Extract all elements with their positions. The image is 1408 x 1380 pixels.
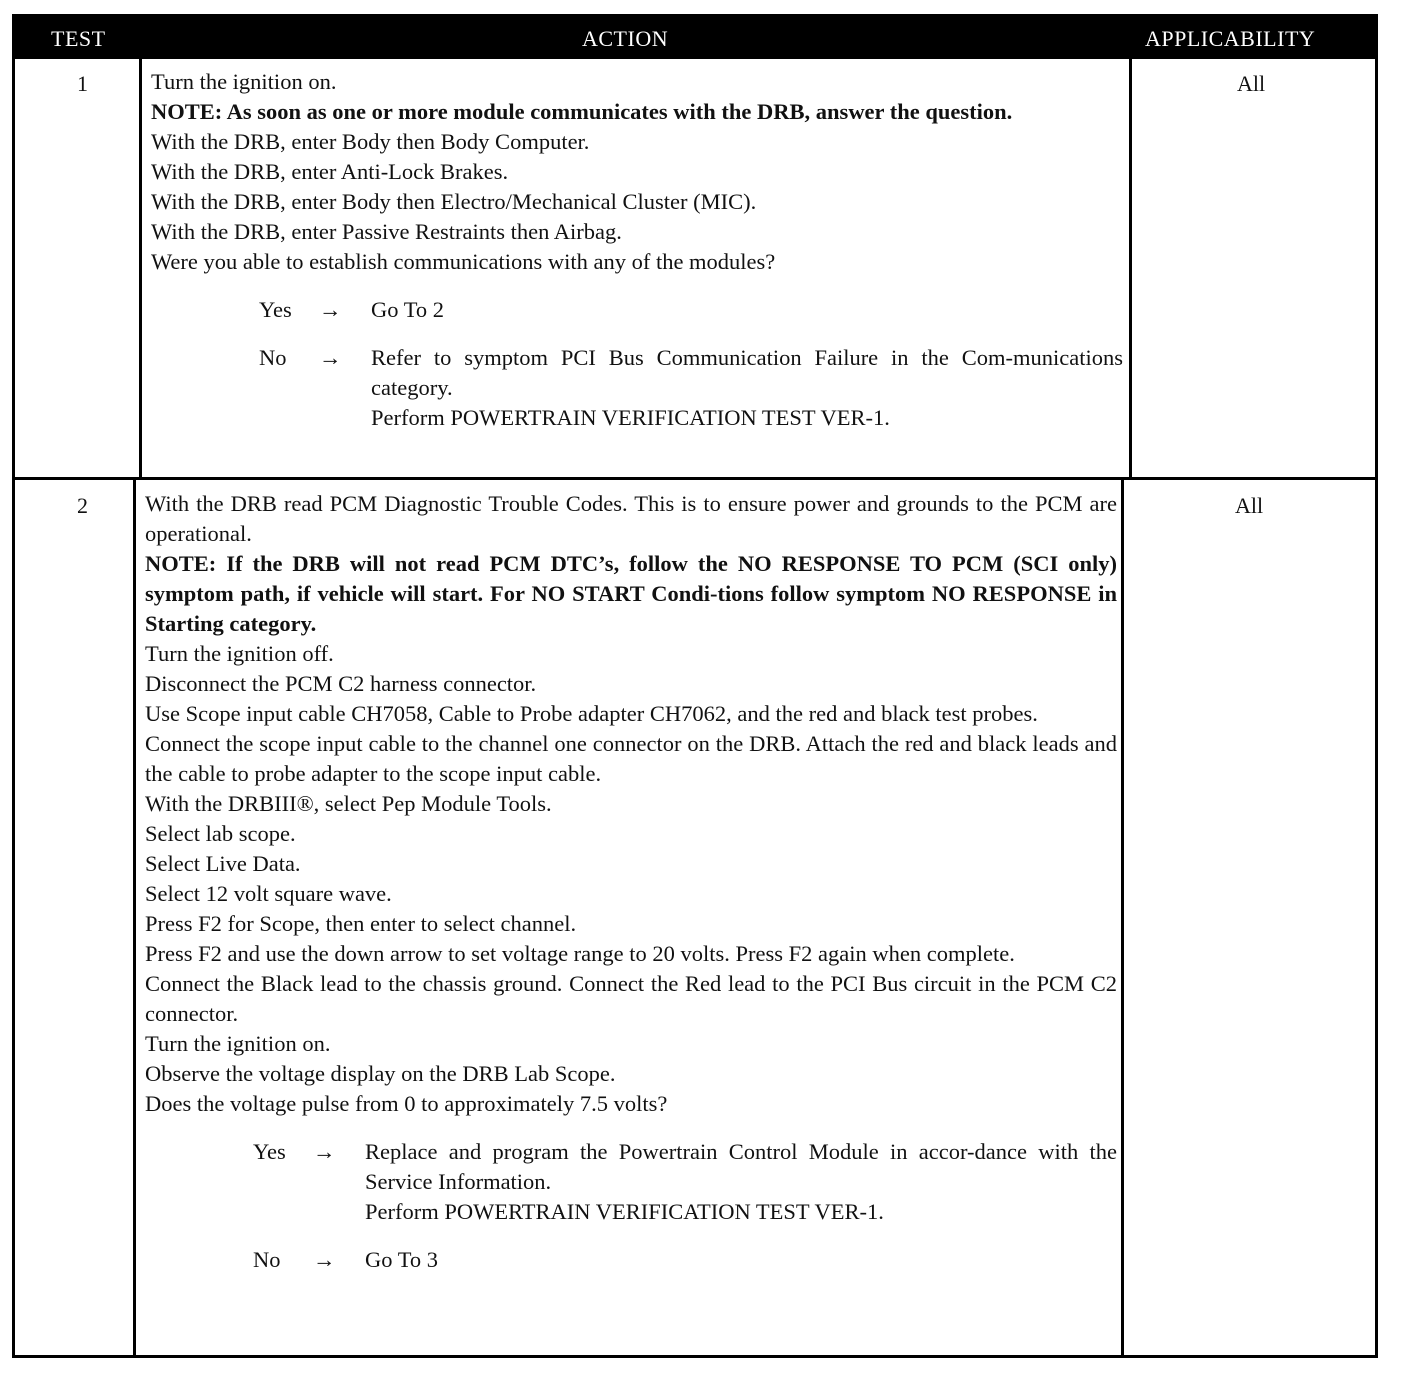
action-note: NOTE: As soon as one or more module communicates with the DRB, answer the question.: [151, 99, 1013, 124]
no-outcome-verification: Perform POWERTRAIN VERIFICATION TEST VER-1.: [371, 405, 890, 430]
action-step: Select Live Data.: [145, 851, 301, 876]
action-step: Select lab scope.: [145, 821, 296, 846]
action-block-1: [151, 67, 1123, 433]
action-step: Press F2 for Scope, then enter to select channel.: [145, 911, 577, 936]
action-step: With the DRB, enter Passive Restraints then Airbag.: [151, 219, 622, 244]
action-step: With the DRBIII®, select Pep Module Tools.: [145, 791, 552, 816]
action-step: With the DRB, enter Body then Body Computer.: [151, 129, 590, 154]
action-step: Use Scope input cable CH7058, Cable to Probe adapter CH7062, and the red and black test probes.: [145, 701, 1038, 726]
yes-branch-1: [151, 295, 1123, 325]
action-step: With the DRB, enter Anti-Lock Brakes.: [151, 159, 509, 184]
action-step: Turn the ignition on.: [145, 1031, 331, 1056]
yes-label: Yes: [253, 1139, 286, 1164]
action-note: NOTE: If the DRB will not read PCM DTC’s, follow the NO RESPONSE TO PCM (SCI only) symptom path, if vehicle will start. For NO START Condi-tions follow symptom NO RESPONSE in Starting category.: [145, 551, 1117, 636]
action-step: Turn the ignition off.: [145, 641, 334, 666]
action-step: With the DRB, enter Body then Electro/Mechanical Cluster (MIC).: [151, 189, 757, 214]
column-divider: [1129, 59, 1132, 479]
test-number-1: 1: [77, 71, 88, 96]
no-branch-1: [151, 343, 1123, 433]
action-step: With the DRB read PCM Diagnostic Trouble Codes. This is to ensure power and grounds to the PCM are operational.: [145, 491, 1117, 546]
action-step: Connect the scope input cable to the channel one connector on the DRB. Attach the red and black leads and the cable to probe adapter to the scope input cable.: [145, 731, 1117, 786]
action-question: Were you able to establish communications with any of the modules?: [151, 249, 776, 274]
test-number-2: 2: [77, 493, 88, 518]
column-divider: [139, 59, 142, 479]
header-applicability: APPLICABILITY: [1145, 26, 1316, 51]
arrow-right-icon: →: [313, 1247, 336, 1272]
applicability-2: All: [1235, 493, 1264, 518]
yes-outcome: Go To 2: [371, 297, 445, 322]
action-step: Disconnect the PCM C2 harness connector.: [145, 671, 537, 696]
no-branch-2: [145, 1245, 1117, 1275]
action-step: Observe the voltage display on the DRB Lab Scope.: [145, 1061, 616, 1086]
header-action: ACTION: [582, 26, 669, 51]
action-question: Does the voltage pulse from 0 to approximately 7.5 volts?: [145, 1091, 668, 1116]
column-divider: [1121, 479, 1124, 1358]
action-block-2: [145, 489, 1117, 1275]
diagnostic-test-table: [12, 14, 1378, 1358]
no-outcome: Go To 3: [365, 1247, 439, 1272]
no-label: No: [259, 345, 287, 370]
arrow-right-icon: →: [313, 1139, 336, 1164]
table-header: [15, 17, 1375, 59]
yes-outcome: Replace and program the Powertrain Control Module in accor-dance with the Service Information.: [365, 1139, 1117, 1194]
applicability-1: All: [1237, 71, 1266, 96]
column-divider: [133, 479, 136, 1358]
arrow-right-icon: →: [319, 297, 342, 322]
action-step: Connect the Black lead to the chassis ground. Connect the Red lead to the PCI Bus circuit in the PCM C2 connector.: [145, 971, 1117, 1026]
yes-label: Yes: [259, 297, 292, 322]
no-label: No: [253, 1247, 281, 1272]
arrow-right-icon: →: [319, 345, 342, 370]
yes-branch-2: [145, 1137, 1117, 1227]
action-step: Select 12 volt square wave.: [145, 881, 392, 906]
no-outcome: Refer to symptom PCI Bus Communication Failure in the Com-munications category.: [371, 345, 1123, 400]
action-step: Turn the ignition on.: [151, 69, 337, 94]
yes-outcome-verification: Perform POWERTRAIN VERIFICATION TEST VER-1.: [365, 1199, 884, 1224]
action-step: Press F2 and use the down arrow to set voltage range to 20 volts. Press F2 again when complete.: [145, 941, 1015, 966]
row-divider: [15, 477, 1375, 480]
header-test: TEST: [51, 26, 106, 51]
